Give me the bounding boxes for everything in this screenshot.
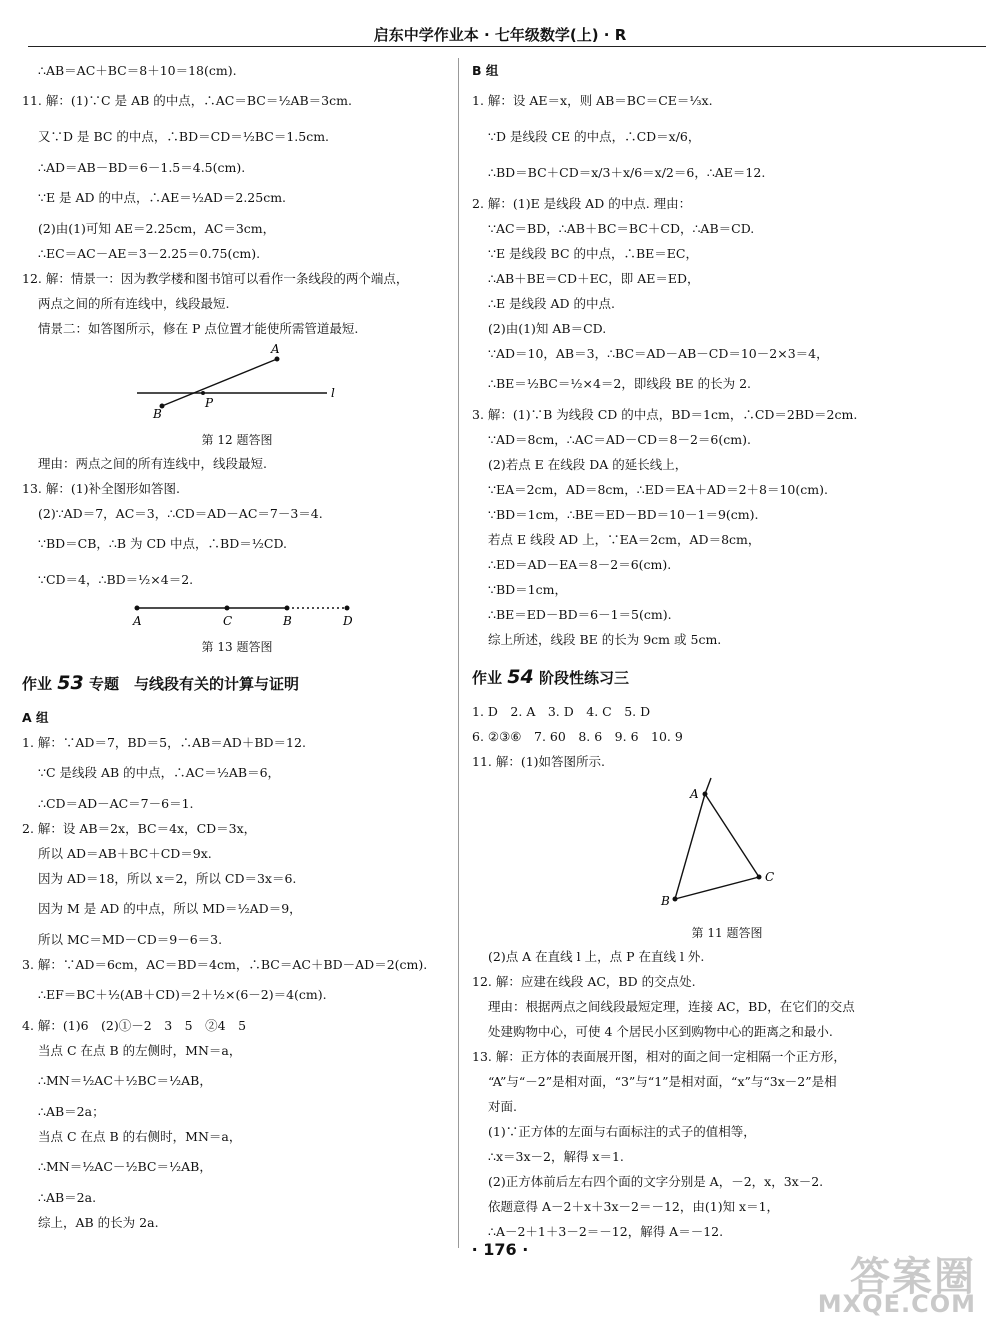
text-line: 两点之间的所有连线中，线段最短. <box>38 296 230 311</box>
section-number: 54 <box>507 666 534 688</box>
segment-ab <box>675 794 705 899</box>
label-b: B <box>153 407 162 421</box>
text-line: ∵C 是线段 AB 的中点，∴AC＝½AB＝6， <box>38 765 281 780</box>
text-line: (2)由(1)知 AB＝CD. <box>488 321 607 336</box>
text-line: ∴AB＝AC＋BC＝8＋10＝18(cm). <box>38 63 237 78</box>
text-line: ∵AD＝8cm，∴AC＝AD－CD＝8－2＝6(cm). <box>488 432 751 447</box>
point-c <box>757 875 762 880</box>
text-line: ∴AD＝AB－BD＝6－1.5＝4.5(cm). <box>38 160 246 175</box>
text-line: ∴A－2＋1＋3－2＝－12，解得 A＝－12. <box>488 1224 724 1239</box>
section-title: 阶段性练习三 <box>538 669 629 687</box>
point-b <box>673 897 678 902</box>
label-a: A <box>690 787 699 801</box>
text-line: 1. 解：∵AD＝7，BD＝5，∴AB＝AD＋BD＝12. <box>22 735 306 750</box>
label-d: D <box>343 614 353 628</box>
text-line: 3. 解：∵AD＝6cm，AC＝BD＝4cm，∴BC＝AC＋BD－AD＝2(cm). <box>22 957 428 972</box>
text-line: 理由：根据两点之间线段最短定理，连接 AC，BD，在它们的交点 <box>488 999 855 1014</box>
page-number: · 176 · <box>471 1240 529 1259</box>
watermark-logo: 答案圈 <box>850 1254 976 1300</box>
figure-11 <box>472 774 982 922</box>
text-line: ∵BD＝1cm，∴BE＝ED－BD＝10－1＝9(cm). <box>488 507 759 522</box>
text-line: 所以 MC＝MD－CD＝9－6＝3. <box>38 932 223 947</box>
figure-13 <box>22 598 452 636</box>
group-label: B 组 <box>472 63 499 78</box>
text-line: 当点 C 在点 B 的右侧时，MN＝a， <box>38 1129 242 1144</box>
figure-12 <box>22 341 452 429</box>
text-line: ∴MN＝½AC－½BC＝½AB， <box>38 1159 212 1174</box>
text-line: 6. ②③⑥ 7. 60 8. 6 9. 6 10. 9 <box>472 729 683 744</box>
section-heading-54 <box>472 662 982 693</box>
group-label: A 组 <box>22 710 49 725</box>
text-line: ∴CD＝AD－AC＝7－6＝1. <box>38 796 194 811</box>
point-d <box>345 606 350 611</box>
point-a <box>135 606 140 611</box>
text-line: ∴AB＝2a； <box>38 1104 105 1119</box>
text-line: 13. 解：(1)补全图形如答图. <box>22 481 181 496</box>
text-line: 1. 解：设 AE＝x，则 AB＝BC＝CE＝⅓x. <box>472 93 713 108</box>
text-line: ∵EA＝2cm，AD＝8cm，∴ED＝EA＋AD＝2＋8＝10(cm). <box>488 482 828 497</box>
text-line: ∴AB＝2a. <box>38 1190 97 1205</box>
label-c: C <box>765 870 775 884</box>
text-line: 2. 解：设 AB＝2x，BC＝4x，CD＝3x， <box>22 821 257 836</box>
text-line: 又∵D 是 BC 的中点，∴BD＝CD＝½BC＝1.5cm. <box>38 129 330 144</box>
figure-13-diagram <box>117 598 357 628</box>
label-a: A <box>133 614 142 628</box>
text-line: ∴AB＋BE＝CD＋EC，即 AE＝ED， <box>488 271 700 286</box>
text-line: ∵E 是线段 BC 的中点，∴BE＝EC， <box>488 246 698 261</box>
point-b <box>285 606 290 611</box>
point-a <box>703 792 708 797</box>
text-line: 对面. <box>488 1099 517 1114</box>
right-column <box>472 58 982 1244</box>
segment-bc <box>675 877 759 899</box>
text-line: 所以 AD＝AB＋BC＋CD＝9x. <box>38 846 212 861</box>
text-line: ∴EC＝AC－AE＝3－2.25＝0.75(cm). <box>38 246 261 261</box>
text-line: (2)点 A 在直线 l 上，点 P 在直线 l 外. <box>488 949 705 964</box>
text-line: 因为 AD＝18，所以 x＝2，所以 CD＝3x＝6. <box>38 871 297 886</box>
text-line: ∵AC＝BD，∴AB＋BC＝BC＋CD，∴AB＝CD. <box>488 221 755 236</box>
segment-ab <box>162 359 277 406</box>
text-line: 12. 解：应建在线段 AC，BD 的交点处. <box>472 974 696 989</box>
text-line: 综上，AB 的长为 2a. <box>38 1215 159 1230</box>
figure-12-diagram <box>127 341 347 421</box>
text-line: ∴BE＝½BC＝½×4＝2，即线段 BE 的长为 2. <box>488 376 752 391</box>
point-a <box>275 357 280 362</box>
text-line: 当点 C 在点 B 的左侧时，MN＝a， <box>38 1043 242 1058</box>
text-line: 4. 解：(1)6 (2)①－2 3 5 ②4 5 <box>22 1018 247 1033</box>
text-line: (2)正方体前后左右四个面的文字分别是 A，－2，x，3x－2. <box>488 1174 824 1189</box>
text-line: (1)∵正方体的左面与右面标注的式子的值相等， <box>488 1124 756 1139</box>
text-line: 11. 解：(1)∵C 是 AB 的中点，∴AC＝BC＝½AB＝3cm. <box>22 93 352 108</box>
text-line: ∴EF＝BC＋½(AB＋CD)＝2＋½×(6－2)＝4(cm). <box>38 987 327 1002</box>
header-rule <box>28 46 986 47</box>
text-line: 2. 解：(1)E 是线段 AD 的中点. 理由： <box>472 196 692 211</box>
text-line: (2)由(1)可知 AE＝2.25cm，AC＝3cm， <box>38 221 276 236</box>
text-line: ∵BD＝CB，∴B 为 CD 中点，∴BD＝½CD. <box>38 536 287 551</box>
label-p: P <box>205 396 214 410</box>
text-line: ∵CD＝4，∴BD＝½×4＝2. <box>38 572 194 587</box>
text-line: (2)若点 E 在线段 DA 的延长线上， <box>488 457 688 472</box>
text-line: ∴BD＝BC＋CD＝x/3＋x/6＝x/2＝6，∴AE＝12. <box>488 165 766 180</box>
text-line: ∴x＝3x－2，解得 x＝1. <box>488 1149 624 1164</box>
text-line: (2)∵AD＝7，AC＝3，∴CD＝AD－AC＝7－3＝4. <box>38 506 323 521</box>
label-l: l <box>331 386 335 400</box>
figure-11-diagram <box>647 774 807 914</box>
text-line: 12. 解：情景一：因为教学楼和图书馆可以看作一条线段的两个端点， <box>22 271 409 286</box>
text-line: 11. 解：(1)如答图所示. <box>472 754 606 769</box>
text-line: 情景二：如答图所示，修在 P 点位置才能使所需管道最短. <box>38 321 359 336</box>
text-line: 依题意得 A－2＋x＋3x－2＝－12，由(1)知 x＝1， <box>488 1199 780 1214</box>
figure-13-caption: 第 13 题答图 <box>201 640 273 654</box>
figure-11-caption: 第 11 题答图 <box>691 926 763 940</box>
figure-12-caption: 第 12 题答图 <box>201 433 273 447</box>
ray-extension <box>705 778 711 794</box>
text-line: ∵D 是线段 CE 的中点，∴CD＝x/6， <box>488 129 701 144</box>
column-divider <box>458 58 459 1248</box>
text-line: ∴ED＝AD－EA＝8－2＝6(cm). <box>488 557 672 572</box>
point-p <box>201 391 205 395</box>
section-prefix: 作业 <box>22 675 53 693</box>
text-line: 处建购物中心，可使 4 个居民小区到购物中心的距离之和最小. <box>488 1024 833 1039</box>
text-line: 理由：两点之间的所有连线中，线段最短. <box>38 456 267 471</box>
text-line: ∴BE＝ED－BD＝6－1＝5(cm). <box>488 607 672 622</box>
text-line: “A”与“－2”是相对面，“3”与“1”是相对面，“x”与“3x－2”是相 <box>488 1074 837 1089</box>
text-line: ∵AD＝10，AB＝3，∴BC＝AD－AB－CD＝10－2×3＝4， <box>488 346 829 361</box>
left-column <box>22 58 452 1235</box>
text-line: ∵E 是 AD 的中点，∴AE＝½AD＝2.25cm. <box>38 190 287 205</box>
section-prefix: 作业 <box>472 669 503 687</box>
watermark-url: MXQE.COM <box>817 1290 976 1318</box>
section-number: 53 <box>57 672 84 694</box>
label-b: B <box>661 894 670 908</box>
section-title: 专题 与线段有关的计算与证明 <box>88 675 299 693</box>
text-line: 1. D 2. A 3. D 4. C 5. D <box>472 704 651 719</box>
text-line: ∴E 是线段 AD 的中点. <box>488 296 616 311</box>
text-line: 综上所述，线段 BE 的长为 9cm 或 5cm. <box>488 632 722 647</box>
label-b: B <box>283 614 292 628</box>
text-line: ∴MN＝½AC＋½BC＝½AB， <box>38 1073 212 1088</box>
label-a: A <box>271 342 280 356</box>
label-c: C <box>223 614 233 628</box>
text-line: 3. 解：(1)∵B 为线段 CD 的中点，BD＝1cm，∴CD＝2BD＝2cm. <box>472 407 858 422</box>
text-line: 13. 解：正方体的表面展开图，相对的面之间一定相隔一个正方形， <box>472 1049 846 1064</box>
point-c <box>225 606 230 611</box>
text-line: 因为 M 是 AD 的中点，所以 MD＝½AD＝9， <box>38 901 302 916</box>
text-line: ∵BD＝1cm， <box>488 582 567 597</box>
section-heading-53 <box>22 668 452 699</box>
text-line: 若点 E 线段 AD 上，∵EA＝2cm，AD＝8cm， <box>488 532 761 547</box>
line-ac <box>705 794 759 877</box>
page-header: 启东中学作业本 · 七年级数学(上) · R <box>373 26 627 44</box>
